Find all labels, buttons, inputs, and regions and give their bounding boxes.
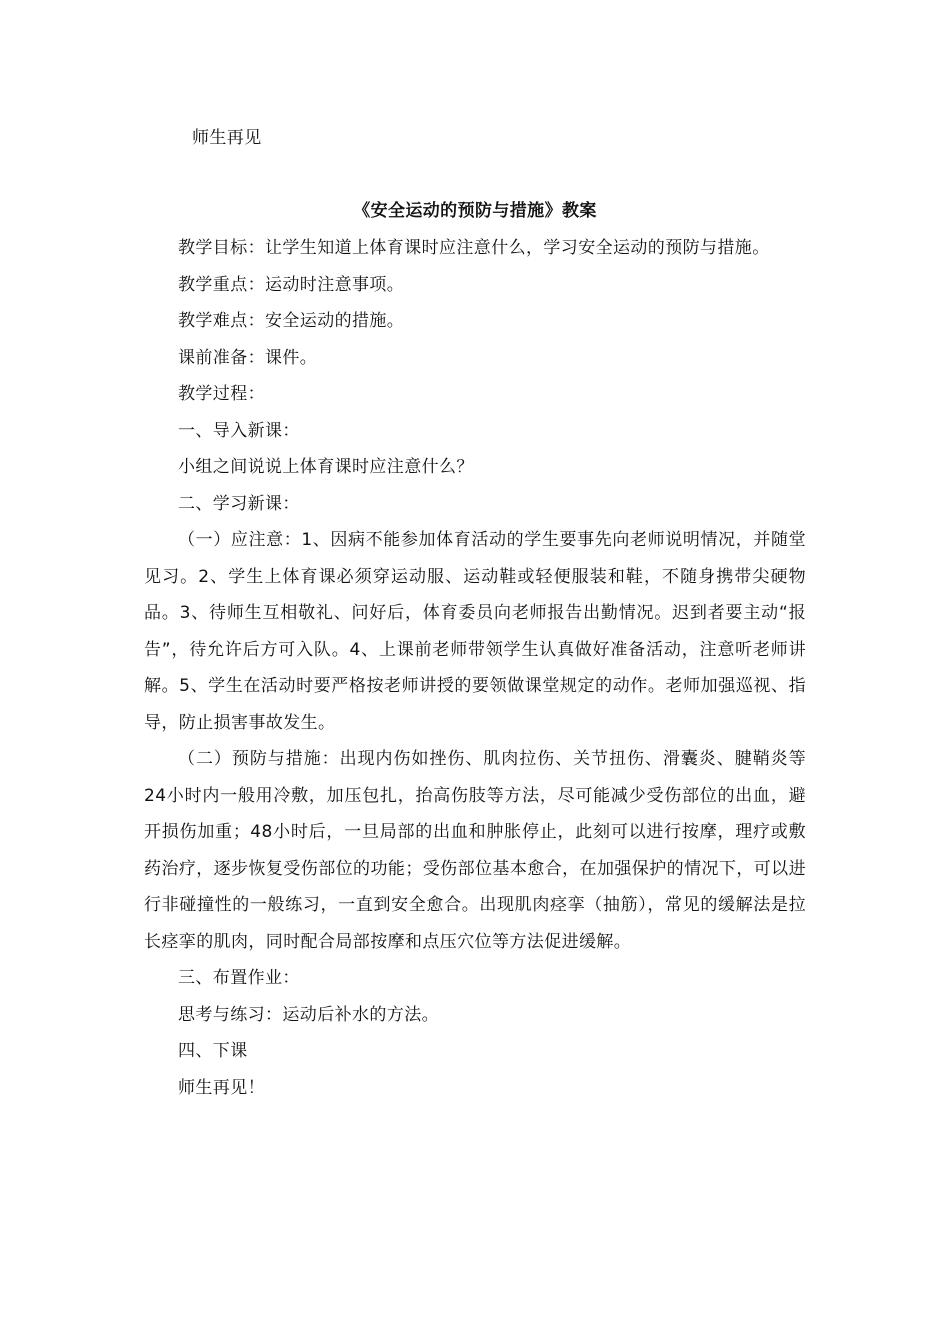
document-body <box>144 230 806 1106</box>
section-heading-homework: 三、布置作业： <box>178 968 300 988</box>
paragraph-prevention-measures: （二）预防与措施：出现内伤如挫伤、肌肉拉伤、关节扭伤、滑囊炎、腱鞘炎等24小时内一般用冷敷，加压包扎，抬高伤肢等方法，尽可能减少受伤部位的出血，避开损伤加重；48小时后，一旦局部的出血和肿胀停止，此刻可以进行按摩，理疗或敷药治疗，逐步恢复受伤部位的功能；受伤部位基本愈合，在加强保护的情况下，可以进行非碰撞性的一般练习，一直到安全愈合。出现肌肉痉挛（抽筋），常见的缓解法是拉长痉挛的肌肉，同时配合局部按摩和点压穴位等方法促进缓解。 <box>144 749 806 952</box>
section-heading-new-lesson: 二、学习新课： <box>178 493 300 514</box>
paragraph-intro-question: 小组之间说说上体育课时应注意什么？ <box>178 457 474 477</box>
paragraph-homework: 思考与练习：运动后补水的方法。 <box>178 1004 439 1025</box>
paragraph-teaching-goal: 教学目标：让学生知道上体育课时应注意什么，学习安全运动的预防与措施。 <box>178 238 770 258</box>
paragraph-teaching-focus: 教学重点：运动时注意事项。 <box>178 274 405 295</box>
paragraph-process-heading: 教学过程： <box>178 384 265 404</box>
closing-line-top: 师生再见 <box>192 128 262 148</box>
paragraph-teaching-difficulty: 教学难点：安全运动的措施。 <box>178 311 405 331</box>
paragraph-preparation: 课前准备：课件。 <box>178 347 318 368</box>
paragraph-attention-points: （一）应注意：1、因病不能参加体育活动的学生要事先向老师说明情况，并随堂见习。2、学生上体育课必须穿运动服、运动鞋或轻便服装和鞋，不随身携带尖硬物品。3、待师生互相敬礼、问好后，体育委员向老师报告出勤情况。迟到者要主动“报告”，待允许后方可入队。4、上课前老师带领学生认真做好准备活动，注意听老师讲解。5、学生在活动时要严格按老师讲授的要领做课堂规定的动作。老师加强巡视、指导，防止损害事故发生。 <box>144 530 806 733</box>
paragraph-farewell: 师生再见！ <box>178 1077 265 1098</box>
section-heading-end-class: 四、下课 <box>178 1041 248 1061</box>
document-title: 《安全运动的预防与措施》教案 <box>353 201 597 221</box>
section-heading-intro: 一、导入新课： <box>178 420 300 441</box>
